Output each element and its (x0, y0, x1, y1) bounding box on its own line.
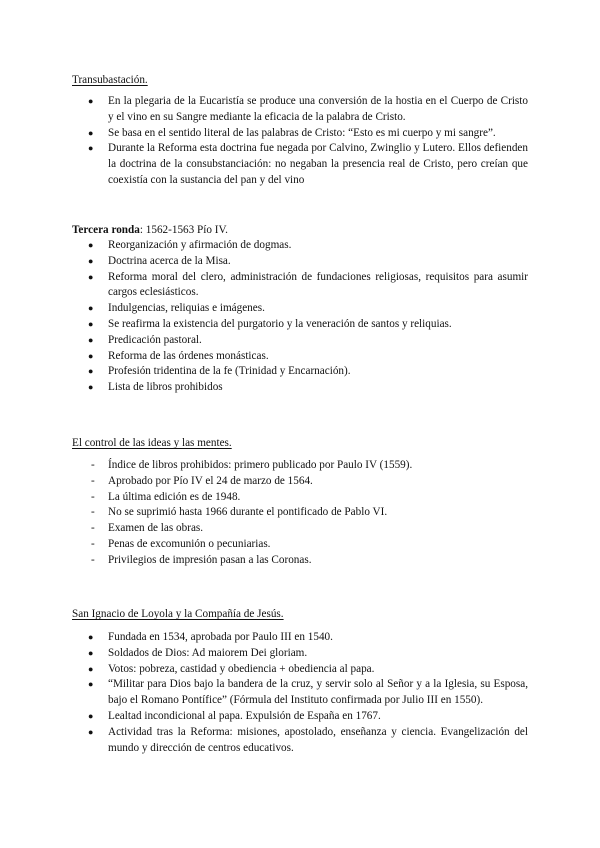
list-item: ● Predicación pastoral. (72, 333, 528, 349)
section-heading-third-round (72, 223, 228, 239)
list-item: ● En la plegaria de la Eucaristía se produce una conversión de la hostia en el Cuerpo de Cristo y el vino en su Sangre mediante la eficacia de la palabra de Cristo. (72, 94, 528, 126)
list-item: ● Reforma de las órdenes monásticas. (72, 349, 528, 365)
transubstantiation-list (72, 94, 528, 189)
list-item: - Aprobado por Pío IV el 24 de marzo de 1564. (72, 474, 528, 490)
list-item: ● Profesión tridentina de la fe (Trinidad y Encarnación). (72, 364, 528, 380)
list-item: ● Indulgencias, reliquias e imágenes. (72, 301, 528, 317)
list-item: ● “Militar para Dios bajo la bandera de la cruz, y servir solo al Señor y a la Iglesia, su Esposa, bajo el Romano Pontífice” (Fórmula del Instituto confirmada por Julio III en 1550). (72, 677, 528, 709)
list-item: - Penas de excomunión o pecuniarias. (72, 537, 528, 553)
third-round-title-rest: : 1562-1563 Pío IV. (139, 224, 228, 236)
control-list (72, 458, 528, 569)
list-item: ● Soldados de Dios: Ad maiorem Dei gloriam. (72, 646, 528, 662)
section-heading-transubstantiation: Transubastación. (72, 74, 148, 86)
list-item: - Examen de las obras. (72, 521, 528, 537)
loyola-list (72, 630, 528, 756)
third-round-list (72, 238, 528, 396)
list-item: ● Durante la Reforma esta doctrina fue negada por Calvino, Zwinglio y Lutero. Ellos defienden la doctrina de la consubstanciación: no negaban la presencia real de Cristo, pero creían que coexistía con la sustancia del pan y del vino (72, 141, 528, 188)
list-item: - La última edición es de 1948. (72, 490, 528, 506)
section-heading-loyola: San Ignacio de Loyola y la Compañía de Jesús. (72, 608, 284, 620)
list-item: ● Reforma moral del clero, administración de fundaciones religiosas, requisitos para asumir cargos eclesiásticos. (72, 270, 528, 302)
list-item: ● Lealtad incondicional al papa. Expulsión de España en 1767. (72, 709, 528, 725)
list-item: ● Doctrina acerca de la Misa. (72, 254, 528, 270)
list-item: ● Fundada en 1534, aprobada por Paulo III en 1540. (72, 630, 528, 646)
list-item: - No se suprimió hasta 1966 durante el pontificado de Pablo VI. (72, 505, 528, 521)
list-item: ● Se reafirma la existencia del purgatorio y la veneración de santos y reliquias. (72, 317, 528, 333)
third-round-title-bold: Tercera ronda (72, 224, 140, 236)
list-item: ● Reorganización y afirmación de dogmas. (72, 238, 528, 254)
list-item: - Privilegios de impresión pasan a las Coronas. (72, 553, 528, 569)
list-item: ● Votos: pobreza, castidad y obediencia + obediencia al papa. (72, 662, 528, 678)
list-item: ● Se basa en el sentido literal de las palabras de Cristo: “Esto es mi cuerpo y mi sangre”. (72, 126, 528, 142)
list-item: ● Actividad tras la Reforma: misiones, apostolado, enseñanza y ciencia. Evangelización del mundo y dirección de centros educativos. (72, 725, 528, 757)
list-item: ● Lista de libros prohibidos (72, 380, 528, 396)
list-item: - Índice de libros prohibidos: primero publicado por Paulo IV (1559). (72, 458, 528, 474)
section-heading-control: El control de las ideas y las mentes. (72, 437, 232, 449)
